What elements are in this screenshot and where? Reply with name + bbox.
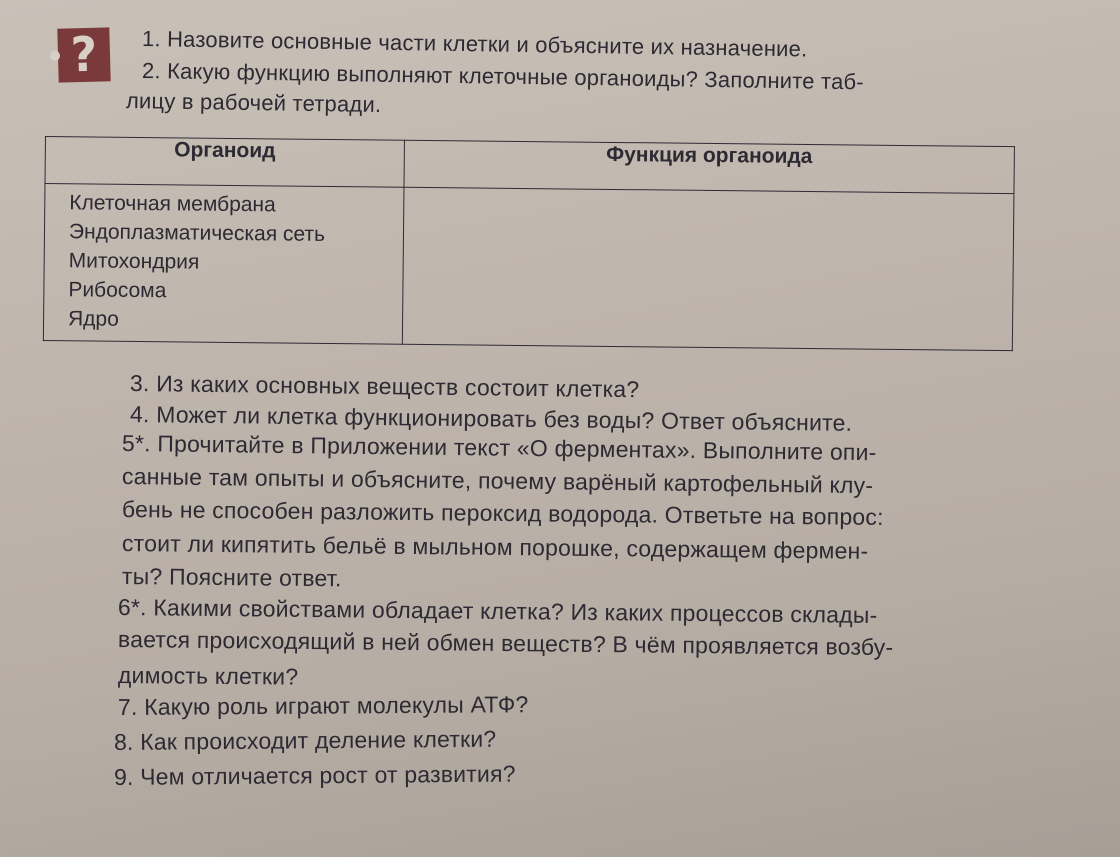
question-6-line-3: димость клетки? bbox=[117, 662, 299, 690]
organelle-item: Митохондрия bbox=[68, 249, 200, 274]
question-icon bbox=[57, 27, 110, 82]
organelle-item: Эндоплазматическая сеть bbox=[68, 220, 326, 246]
organelle-item: Клеточная мембрана bbox=[69, 191, 276, 217]
question-8: 8. Как происходит деление клетки? bbox=[113, 725, 497, 755]
question-2-line-2: лицу в рабочей тетради. bbox=[125, 88, 382, 118]
organelle-list-cell bbox=[43, 184, 404, 345]
organelle-table bbox=[43, 136, 1015, 351]
question-3: 3. Из каких основных веществ состоит клетка? bbox=[129, 370, 640, 403]
column-header-organelle: Органоид bbox=[45, 137, 404, 188]
function-cell-empty bbox=[402, 187, 1014, 350]
question-1: 1. Назовите основные части клетки и объясните их назначение. bbox=[141, 26, 808, 62]
question-glyph: ? bbox=[70, 26, 98, 84]
question-6-line-1: 6*. Какими свойствами обладает клетка? Из каких процессов склады- bbox=[117, 594, 878, 628]
column-header-function: Функция органоида bbox=[404, 140, 1014, 193]
organelle-item: Рибосома bbox=[68, 278, 167, 303]
question-5-line-2: санные там опыты и объясните, почему варёный картофельный клу- bbox=[121, 463, 874, 499]
question-5-line-4: стоит ли кипятить бельё в мыльном порошке, содержащем фермен- bbox=[121, 530, 869, 564]
question-5-line-1: 5*. Прочитайте в Приложении текст «О ферментах». Выполните опи- bbox=[121, 430, 877, 466]
question-5-line-5: ты? Поясните ответ. bbox=[121, 563, 342, 592]
question-7: 7. Какую роль играют молекулы АТФ? bbox=[117, 691, 529, 720]
organelle-item: Ядро bbox=[67, 307, 119, 331]
question-5-line-3: бень не способен разложить пероксид водорода. Ответьте на вопрос: bbox=[121, 496, 884, 530]
question-4: 4. Может ли клетка функционировать без воды? Ответ объясните. bbox=[129, 401, 853, 436]
question-2-line-1: 2. Какую функцию выполняют клеточные органоиды? Заполните таб- bbox=[141, 58, 865, 95]
question-9: 9. Чем отличается рост от развития? bbox=[113, 760, 516, 790]
question-6-line-2: вается происходящий в ней обмен веществ? В чём проявляется возбу- bbox=[117, 626, 894, 661]
